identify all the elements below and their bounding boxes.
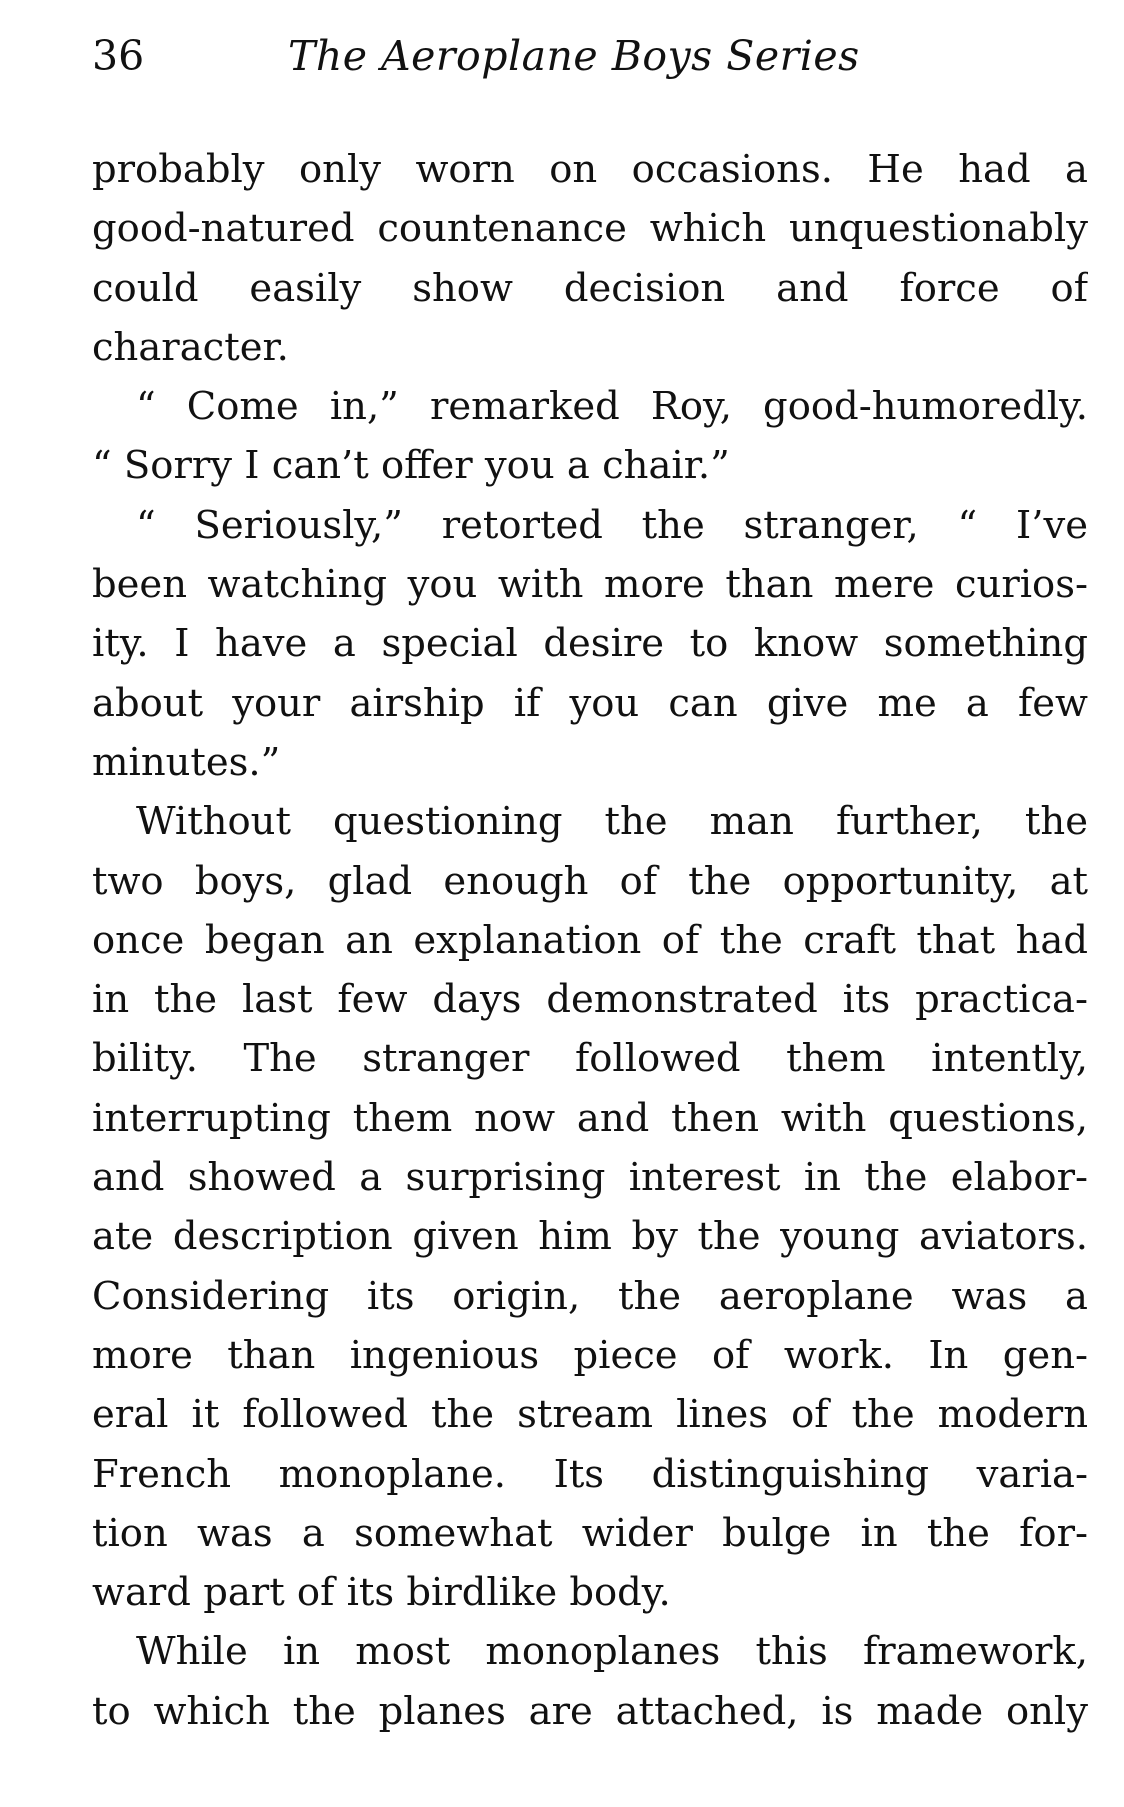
text-line: good-natured countenance which unquestionably (92, 206, 1088, 252)
text-line: could easily show decision and force of (92, 265, 1088, 311)
page-number: 36 (92, 32, 145, 80)
text-line: “ Sorry I can’t offer you a chair.” (92, 443, 730, 489)
text-line: interrupting them now and then with questions, (92, 1095, 1088, 1141)
text-line: in the last few days demonstrated its practica- (92, 977, 1088, 1023)
text-line: eral it followed the stream lines of the modern (92, 1392, 1088, 1438)
text-line: minutes.” (92, 739, 281, 785)
text-line: Without questioning the man further, the (136, 799, 1088, 845)
text-line: been watching you with more than mere curios- (92, 562, 1088, 608)
text-line: French monoplane. Its distinguishing varia- (92, 1451, 1088, 1497)
text-line: ate description given him by the young aviators. (92, 1214, 1088, 1260)
text-line: While in most monoplanes this framework, (136, 1629, 1088, 1675)
text-line: probably only worn on occasions. He had a (92, 147, 1088, 192)
body-text (92, 140, 1088, 1741)
text-line: more than ingenious piece of work. In gen- (92, 1332, 1088, 1378)
text-line: and showed a surprising interest in the elabor- (92, 1155, 1088, 1201)
text-line: bility. The stranger followed them intently, (92, 1036, 1088, 1082)
text-line: ity. I have a special desire to know something (92, 621, 1088, 667)
text-line: “ Come in,” remarked Roy, good-humoredly. (136, 384, 1088, 430)
running-title: The Aeroplane Boys Series (288, 32, 860, 80)
text-line: ward part of its birdlike body. (92, 1570, 671, 1616)
text-line: “ Seriously,” retorted the stranger, “ I’ve (136, 502, 1088, 548)
running-header (92, 26, 1032, 86)
text-line: Considering its origin, the aeroplane was a (92, 1273, 1088, 1319)
text-line: character. (92, 324, 289, 370)
text-line: tion was a somewhat wider bulge in the for- (92, 1510, 1088, 1556)
text-line: two boys, glad enough of the opportunity, at (92, 858, 1088, 904)
text-line: about your airship if you can give me a few (92, 680, 1088, 726)
text-line: once began an explanation of the craft that had (92, 917, 1088, 963)
text-line: to which the planes are attached, is made only (92, 1688, 1088, 1734)
